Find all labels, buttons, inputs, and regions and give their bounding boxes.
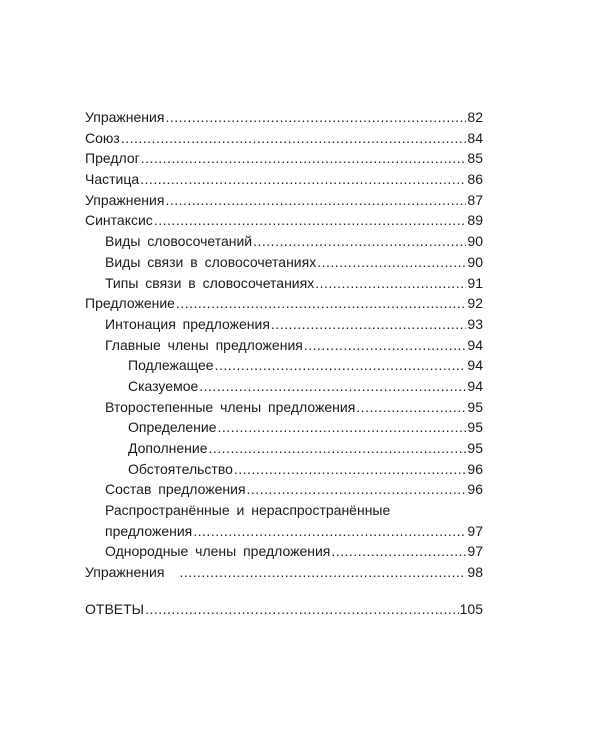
toc-entry	[85, 417, 483, 438]
toc-entry-title: Второстепенные члены предложения	[105, 398, 356, 415]
toc-entry-page: 105	[459, 600, 483, 617]
leader-dots	[176, 293, 466, 314]
toc-entry-title: Состав предложения	[105, 481, 246, 498]
toc-entry-title: Сказуемое	[128, 377, 199, 394]
toc-entry-title: Упражнения	[85, 109, 165, 125]
leader-dots	[215, 355, 467, 376]
toc-entry-title: Главные члены предложения	[105, 336, 303, 353]
toc-entry	[85, 562, 483, 583]
toc-entry-first-line	[85, 500, 483, 521]
toc-entry	[85, 314, 483, 335]
toc-entry-title: Предлог	[85, 150, 140, 167]
toc-entry	[85, 521, 483, 542]
toc-entry	[85, 438, 483, 459]
leader-dots	[234, 459, 467, 480]
leader-dots	[154, 210, 467, 231]
toc-entry-page: 93	[467, 315, 483, 332]
leader-dots	[179, 562, 466, 583]
table-of-contents	[85, 107, 483, 620]
toc-entry-title: Подлежащее	[128, 357, 214, 374]
leader-dots	[356, 397, 466, 418]
leader-dots	[199, 376, 466, 397]
toc-entry-page: 95	[467, 419, 483, 436]
toc-entry-title: Частица	[85, 171, 140, 188]
leader-dots	[271, 314, 467, 335]
toc-entry-title: ОТВЕТЫ	[85, 600, 145, 617]
toc-entry-title: Дополнение	[128, 440, 208, 456]
toc-entry-page: 95	[467, 440, 483, 456]
toc-entry-page: 82	[467, 109, 483, 125]
toc-entry-page: 98	[467, 564, 483, 581]
toc-entry-page: 92	[467, 295, 483, 312]
leader-dots	[165, 190, 466, 211]
leader-dots	[317, 252, 466, 273]
toc-entry-page: 97	[467, 543, 483, 560]
leader-dots	[141, 148, 467, 169]
toc-entry-title: Распространённые и нераспространённые	[105, 502, 391, 519]
toc-entry-title: Предложение	[85, 295, 175, 312]
toc-entry	[85, 293, 483, 314]
toc-entry-title: предложения	[105, 522, 193, 539]
toc-entry-page: 95	[467, 398, 483, 415]
toc-entry-page: 86	[467, 171, 483, 188]
toc-entry-page: 97	[467, 522, 483, 539]
toc-entry	[85, 107, 483, 128]
toc-entry	[85, 128, 483, 149]
toc-entry-page: 87	[467, 191, 483, 208]
leader-dots	[331, 541, 466, 562]
toc-entry	[85, 376, 483, 397]
toc-entry-page: 96	[467, 481, 483, 498]
toc-entry-page: 89	[467, 212, 483, 229]
toc-entry	[85, 210, 483, 231]
toc-entry-title: Типы связи в словосочетаниях	[105, 274, 315, 291]
toc-entry-page: 96	[467, 460, 483, 477]
leader-dots	[145, 599, 459, 620]
toc-entry-title: Виды связи в словосочетаниях	[105, 253, 317, 270]
toc-entry-page: 91	[467, 274, 483, 291]
leader-dots	[247, 479, 467, 500]
toc-entry-title: Однородные члены предложения	[105, 543, 331, 560]
toc-entry-title: Союз	[85, 129, 120, 146]
toc-entry	[85, 479, 483, 500]
toc-entry	[85, 541, 483, 562]
toc-entry	[85, 459, 483, 480]
toc-entry	[85, 169, 483, 190]
leader-dots	[315, 273, 466, 294]
toc-entry-page: 94	[467, 336, 483, 353]
leader-dots	[140, 169, 466, 190]
toc-entry-title: Виды словосочетаний	[105, 233, 253, 250]
toc-entry	[85, 355, 483, 376]
toc-entry	[85, 252, 483, 273]
toc-entry-page: 85	[467, 150, 483, 167]
leader-dots	[165, 107, 466, 128]
toc-entry-title: Упражнения	[85, 191, 165, 208]
leader-dots	[209, 438, 467, 459]
toc-entry-page: 94	[467, 377, 483, 394]
toc-entry-page: 90	[467, 253, 483, 270]
toc-entry-title: Упражнения	[85, 564, 165, 581]
leader-dots	[193, 521, 466, 542]
toc-entry-page: 84	[467, 129, 483, 146]
toc-entry	[85, 397, 483, 418]
toc-entry-page: 94	[467, 357, 483, 374]
leader-dots	[121, 128, 467, 149]
toc-entry	[85, 231, 483, 252]
toc-entry	[85, 335, 483, 356]
toc-entry-page: 90	[467, 233, 483, 250]
toc-entry-title: Синтаксис	[85, 212, 153, 229]
leader-dots	[304, 335, 467, 356]
toc-entry	[85, 190, 483, 211]
toc-entry	[85, 273, 483, 294]
toc-entry-title: Определение	[128, 419, 217, 436]
leader-dots	[253, 231, 466, 252]
toc-entry	[85, 148, 483, 169]
toc-entry-answers	[85, 599, 483, 620]
leader-dots	[218, 417, 467, 438]
toc-entry-title: Интонация предложения	[105, 315, 270, 332]
toc-entry-title: Обстоятельство	[128, 460, 233, 477]
